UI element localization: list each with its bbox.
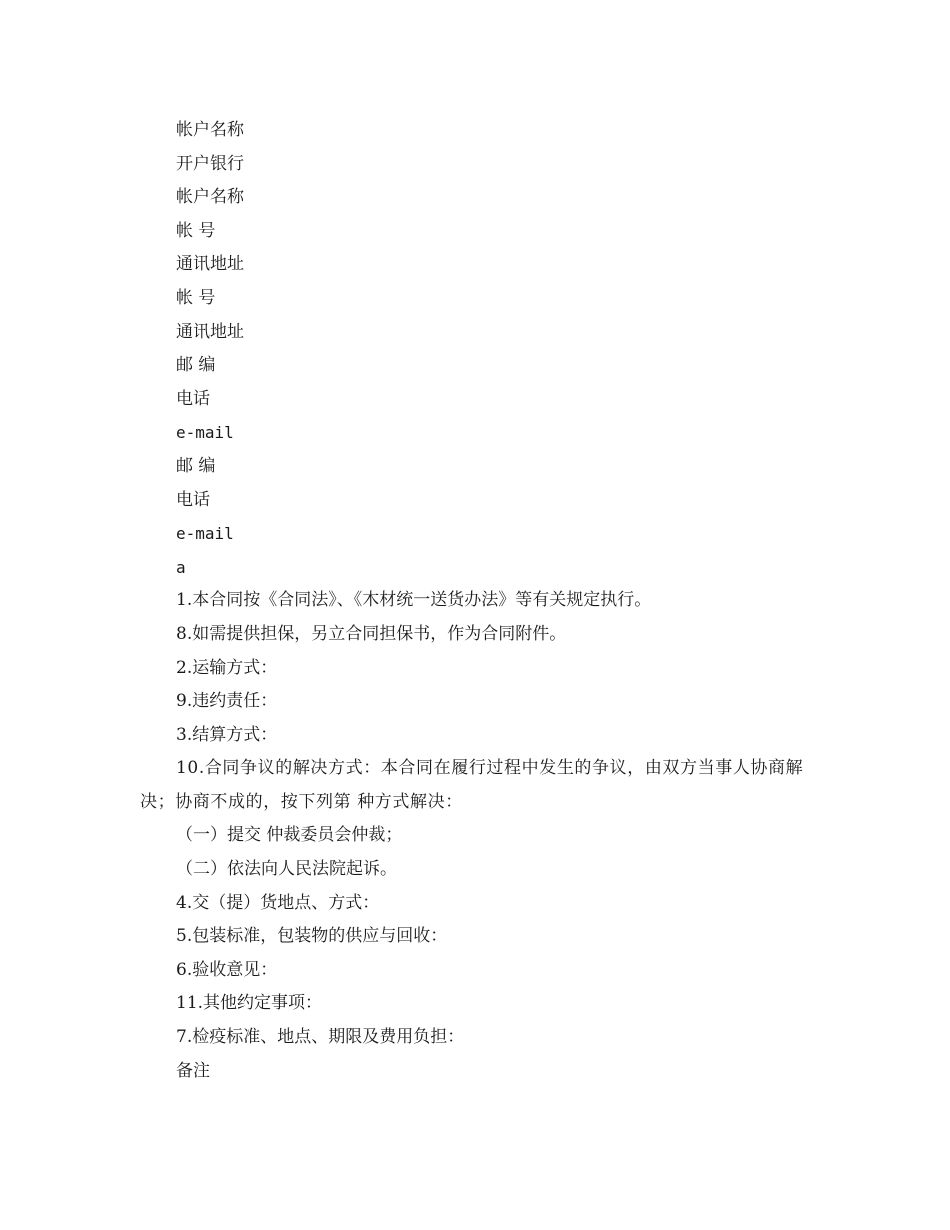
clause-2: 2.运输方式： <box>176 657 278 678</box>
field-account-name: 帐户名称 <box>176 120 244 140</box>
document-body <box>140 114 830 1088</box>
clause-8: 8.如需提供担保，另立合同担保书，作为合同附件。 <box>176 623 567 644</box>
clause-7: 7.检疫标准、地点、期限及费用负担： <box>176 1027 465 1048</box>
clause-11: 11.其他约定事项： <box>176 993 323 1014</box>
clause-5: 5.包装标准，包装物的供应与回收： <box>176 926 448 947</box>
field-account-number-2: 帐 号 <box>176 287 216 308</box>
field-phone: 电话 <box>176 388 210 409</box>
clause-6: 6.验收意见： <box>176 959 278 980</box>
clause-3: 3.结算方式： <box>176 724 278 745</box>
field-address-2: 通讯地址 <box>176 321 244 342</box>
field-email-2: e-mail <box>176 524 234 544</box>
field-account-number: 帐 号 <box>176 220 216 241</box>
clause-4: 4.交（提）货地点、方式： <box>176 892 380 913</box>
field-address: 通讯地址 <box>176 254 244 275</box>
field-email: e-mail <box>176 423 234 443</box>
remarks: 备注 <box>176 1060 210 1081</box>
field-postcode-2: 邮 编 <box>176 455 216 476</box>
field-a: a <box>176 557 186 577</box>
field-account-name-2: 帐户名称 <box>176 187 244 208</box>
field-bank: 开户银行 <box>176 153 244 174</box>
field-postcode: 邮 编 <box>176 355 216 376</box>
clause-1: 1.本合同按《合同法》、《木材统一送货办法》等有关规定执行。 <box>176 590 652 611</box>
field-phone-2: 电话 <box>176 489 210 510</box>
dispute-option-1: （一）提交 仲裁委员会仲裁； <box>176 825 403 846</box>
clause-9: 9.违约责任： <box>176 691 278 712</box>
dispute-option-2: （二）依法向人民法院起诉。 <box>176 859 397 880</box>
clause-10-dispute: 10.合同争议的解决方式：本合同在履行过程中发生的争议，由双方当事人协商解决；协商不成的，按下列第 种方式解决： <box>140 758 804 812</box>
